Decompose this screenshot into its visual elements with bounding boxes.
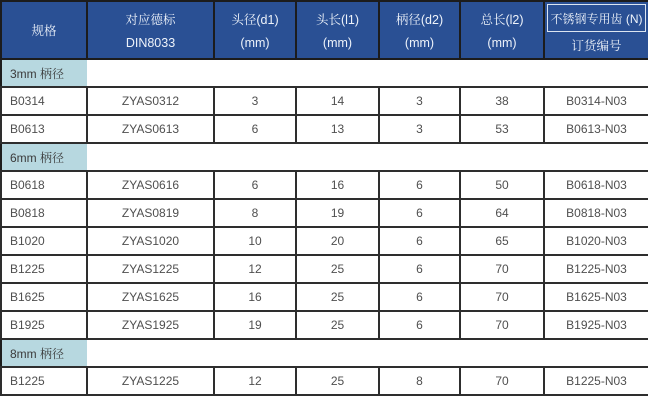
- l2-cell: 70: [460, 367, 544, 395]
- header-order-line1: 不锈钢专用齿 (N): [547, 4, 646, 32]
- l1-cell: 13: [296, 115, 379, 143]
- section-row-8mm: [1, 339, 648, 367]
- l1-cell: 25: [296, 255, 379, 283]
- table-row: [1, 283, 648, 311]
- d1-cell: 3: [214, 87, 296, 115]
- din-cell: ZYAS1225: [87, 255, 214, 283]
- header-l1-line1: 头长(l1): [315, 13, 360, 27]
- din-cell: ZYAS1020: [87, 227, 214, 255]
- section-label: 6mm 柄径: [1, 143, 87, 171]
- l2-cell: 70: [460, 311, 544, 339]
- d2-cell: 6: [379, 227, 460, 255]
- l1-cell: 25: [296, 283, 379, 311]
- header-row: [1, 1, 648, 59]
- din-cell: ZYAS0616: [87, 171, 214, 199]
- table-row: [1, 255, 648, 283]
- header-din-line2: DIN8033: [125, 36, 176, 50]
- d2-cell: 6: [379, 171, 460, 199]
- spec-cell: B1925: [1, 311, 87, 339]
- l1-cell: 25: [296, 367, 379, 395]
- header-din-line1: 对应德标: [125, 13, 176, 27]
- header-din: [87, 1, 214, 59]
- d2-cell: 6: [379, 311, 460, 339]
- header-shank-diameter: [379, 1, 460, 59]
- spec-cell: B0618: [1, 171, 87, 199]
- d1-cell: 19: [214, 311, 296, 339]
- order-cell: B1625-N03: [544, 283, 648, 311]
- d2-cell: 8: [379, 367, 460, 395]
- header-d2-line2: (mm): [404, 36, 435, 50]
- header-spec: [1, 1, 87, 59]
- header-spec-label: 规格: [31, 24, 57, 38]
- table-row: [1, 367, 648, 395]
- header-head-diameter: [214, 1, 296, 59]
- spec-cell: B0818: [1, 199, 87, 227]
- section-spacer: [87, 59, 648, 87]
- d1-cell: 12: [214, 367, 296, 395]
- l1-cell: 14: [296, 87, 379, 115]
- table-row: [1, 199, 648, 227]
- d2-cell: 6: [379, 255, 460, 283]
- l1-cell: 25: [296, 311, 379, 339]
- order-cell: B1020-N03: [544, 227, 648, 255]
- din-cell: ZYAS1925: [87, 311, 214, 339]
- d1-cell: 12: [214, 255, 296, 283]
- l1-cell: 19: [296, 199, 379, 227]
- d2-cell: 3: [379, 115, 460, 143]
- din-cell: ZYAS0312: [87, 87, 214, 115]
- section-row-6mm: [1, 143, 648, 171]
- l1-cell: 20: [296, 227, 379, 255]
- header-d1-line2: (mm): [240, 36, 270, 50]
- din-cell: ZYAS1225: [87, 367, 214, 395]
- order-cell: B0314-N03: [544, 87, 648, 115]
- header-order-line2: 订货编号: [571, 39, 622, 53]
- l2-cell: 38: [460, 87, 544, 115]
- table-row: [1, 311, 648, 339]
- order-cell: B1925-N03: [544, 311, 648, 339]
- d1-cell: 16: [214, 283, 296, 311]
- d2-cell: 3: [379, 87, 460, 115]
- section-label: 8mm 柄径: [1, 339, 87, 367]
- spec-cell: B0613: [1, 115, 87, 143]
- table-row: [1, 171, 648, 199]
- order-cell: B0613-N03: [544, 115, 648, 143]
- l2-cell: 64: [460, 199, 544, 227]
- d1-cell: 6: [214, 115, 296, 143]
- spec-cell: B1225: [1, 255, 87, 283]
- d2-cell: 6: [379, 199, 460, 227]
- table-row: [1, 87, 648, 115]
- spec-cell: B1225: [1, 367, 87, 395]
- header-d1-line1: 头径(d1): [231, 13, 279, 27]
- header-l2-line1: 总长(l2): [480, 13, 524, 27]
- section-row-3mm: [1, 59, 648, 87]
- section-label: 3mm 柄径: [1, 59, 87, 87]
- l1-cell: 16: [296, 171, 379, 199]
- l2-cell: 53: [460, 115, 544, 143]
- header-d2-line1: 柄径(d2): [395, 13, 444, 27]
- table-row: [1, 115, 648, 143]
- spec-cell: B1020: [1, 227, 87, 255]
- d1-cell: 6: [214, 171, 296, 199]
- spec-cell: B0314: [1, 87, 87, 115]
- header-l2-line2: (mm): [487, 36, 517, 50]
- table-row: [1, 227, 648, 255]
- d1-cell: 8: [214, 199, 296, 227]
- din-cell: ZYAS0613: [87, 115, 214, 143]
- order-cell: B1225-N03: [544, 367, 648, 395]
- order-cell: B0818-N03: [544, 199, 648, 227]
- l2-cell: 70: [460, 283, 544, 311]
- header-order-number: [544, 1, 648, 59]
- din-cell: ZYAS0819: [87, 199, 214, 227]
- d1-cell: 10: [214, 227, 296, 255]
- l2-cell: 65: [460, 227, 544, 255]
- header-total-length: [460, 1, 544, 59]
- section-spacer: [87, 339, 648, 367]
- spec-cell: B1625: [1, 283, 87, 311]
- l2-cell: 50: [460, 171, 544, 199]
- header-head-length: [296, 1, 379, 59]
- header-l1-line2: (mm): [322, 36, 353, 50]
- din-cell: ZYAS1625: [87, 283, 214, 311]
- section-spacer: [87, 143, 648, 171]
- order-cell: B0618-N03: [544, 171, 648, 199]
- order-cell: B1225-N03: [544, 255, 648, 283]
- d2-cell: 6: [379, 283, 460, 311]
- l2-cell: 70: [460, 255, 544, 283]
